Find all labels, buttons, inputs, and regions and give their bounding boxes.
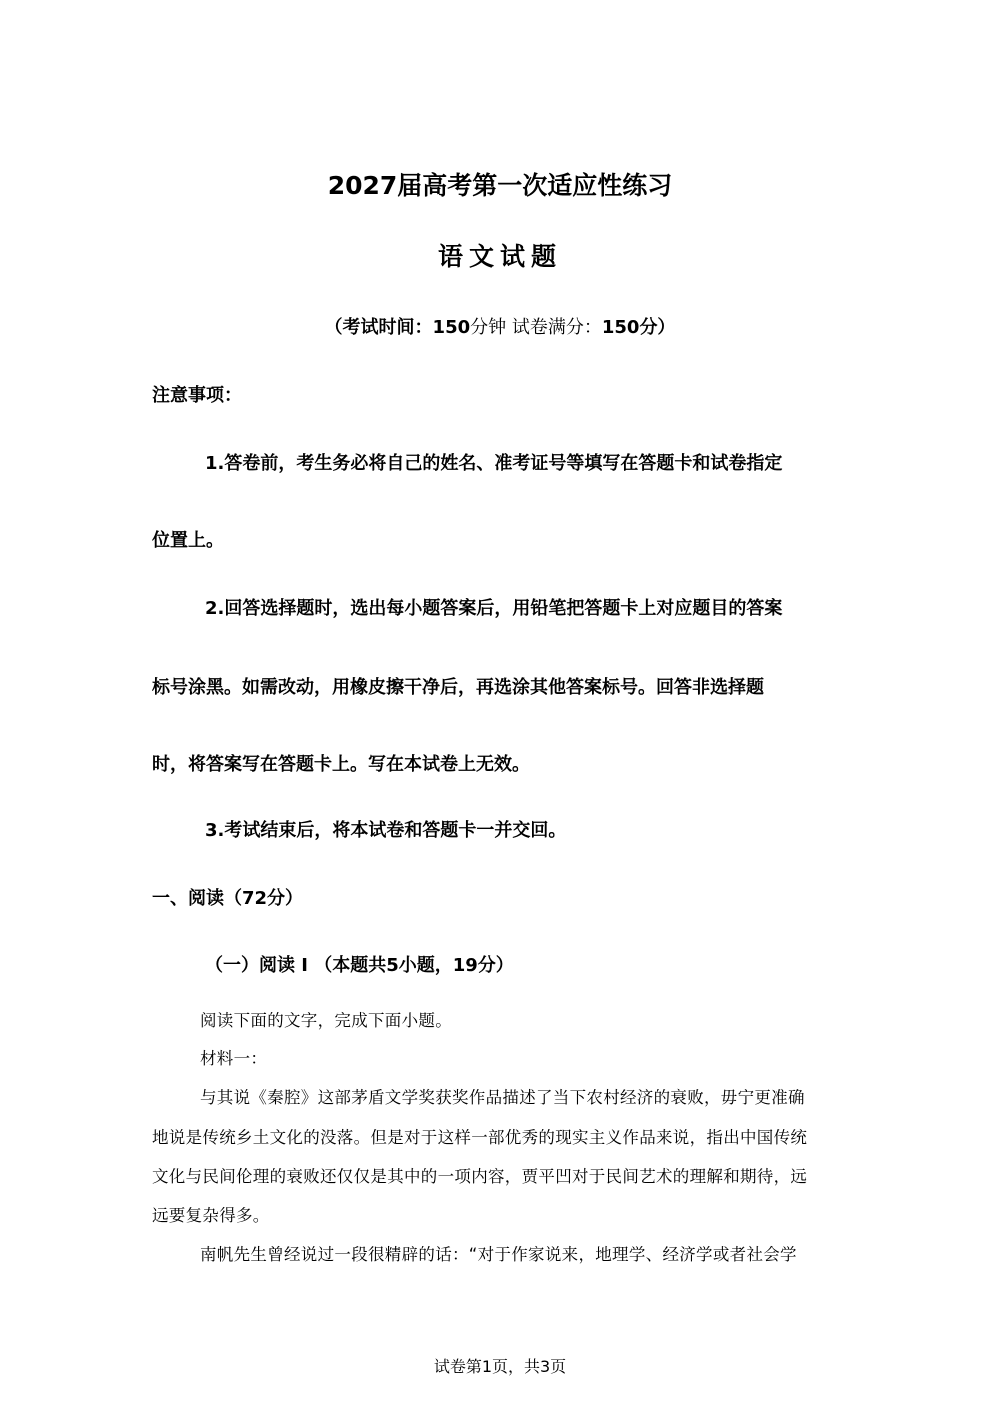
passage-line: 文化与民间伦理的衰败还仅仅是其中的一项内容，贾平凹对于民间艺术的理解和期待，远 — [152, 1167, 808, 1186]
subsection-heading: （一）阅读 I （本题共5小题，19分） — [205, 955, 514, 976]
note-line: 时，将答案写在答题卡上。写在本试卷上无效。 — [152, 754, 530, 775]
note-line: 1.答卷前，考生务必将自己的姓名、准考证号等填写在答题卡和试卷指定 — [205, 453, 783, 474]
notes-heading: 注意事项： — [152, 385, 242, 406]
exam-score-value: 150 — [601, 317, 640, 338]
note-line: 3.考试结束后，将本试卷和答题卡一并交回。 — [205, 820, 567, 841]
exam-score-unit: 分） — [639, 317, 676, 338]
exam-info — [0, 315, 1000, 341]
page-footer: 试卷第1页，共3页 — [433, 1357, 567, 1376]
exam-time-unit: 分钟 试卷满分： — [470, 317, 602, 338]
passage-line: 南帆先生曾经说过一段很精辟的话：“对于作家说来，地理学、经济学或者社会学 — [200, 1245, 797, 1264]
exam-time-value: 150 — [432, 317, 471, 338]
passage-line: 地说是传统乡土文化的没落。但是对于这样一部优秀的现实主义作品来说，指出中国传统 — [152, 1128, 808, 1147]
exam-info-open: （考试时间： — [324, 317, 433, 338]
passage-line: 材料一： — [200, 1049, 268, 1068]
note-line: 标号涂黑。如需改动，用橡皮擦干净后，再选涂其他答案标号。回答非选择题 — [152, 677, 764, 698]
passage-line: 远要复杂得多。 — [152, 1206, 270, 1225]
passage-line: 阅读下面的文字，完成下面小题。 — [200, 1011, 452, 1030]
section-heading: 一、阅读（72分） — [152, 888, 304, 909]
exam-title: 2027届高考第一次适应性练习 — [327, 171, 673, 200]
passage-line: 与其说《秦腔》这部茅盾文学奖获奖作品描述了当下农村经济的衰败，毋宁更准确 — [200, 1088, 805, 1107]
note-line: 2.回答选择题时，选出每小题答案后，用铅笔把答题卡上对应题目的答案 — [205, 598, 783, 619]
note-line: 位置上。 — [152, 530, 224, 551]
exam-subject: 语文试题 — [437, 242, 562, 271]
